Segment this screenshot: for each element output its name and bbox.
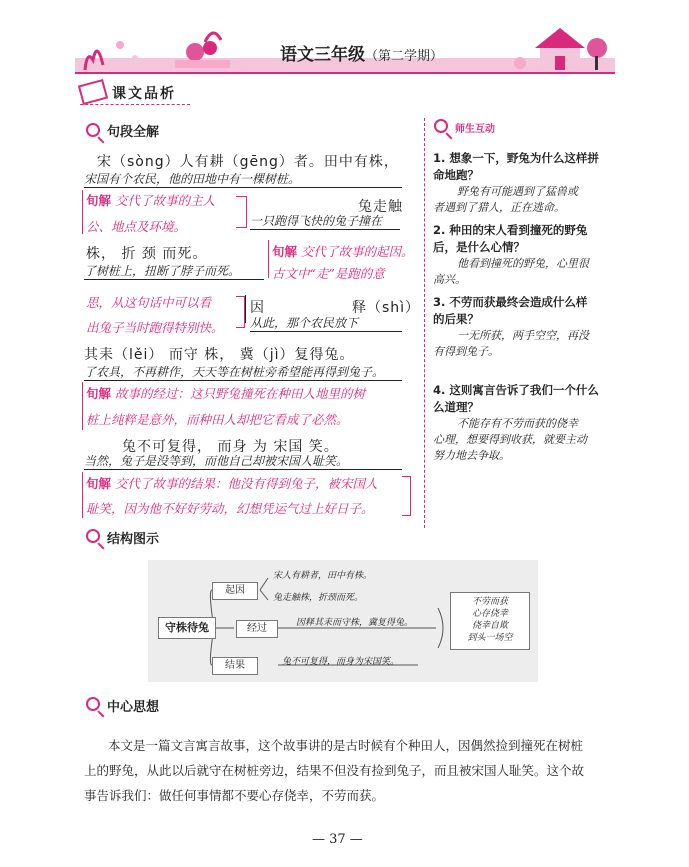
central-line-2: 上的野兔，从此以后就守在树桩旁边，结果不但没有捡到兔子，而且被宋国人耻笑。这个故 [84, 763, 585, 778]
magnifier-icon [86, 697, 100, 711]
answer-text: 心理，想要得到收获，就要主动 [433, 433, 587, 446]
orig-line-5: 其耒（lěi） 而守 株， 冀（jì）复得兔。 [84, 347, 355, 363]
qa-item [433, 382, 613, 464]
structure-leaf: 兔不可复得，而身为宋国笑。 [282, 657, 400, 667]
answer-text: 努力地去争取。 [433, 449, 510, 462]
structure-leaf: 宋人有耕者，田中有株。 [273, 571, 373, 581]
header-title [280, 40, 443, 65]
book-title: 语文三年级 [280, 45, 365, 65]
question-text: 的后果？ [433, 312, 479, 326]
note-1-bracket [82, 190, 83, 234]
answer-text: 不能存有不劳而获的侥幸 [457, 417, 578, 430]
trans-line-4: 从此，那个农民放下 [250, 314, 402, 332]
note-3-line-b: 桩上纯粹是意外，而种田人却把它看成了必然。 [86, 412, 349, 427]
orig-line-1: 宋（sòng）人有耕（gēng）者。田中有株， [97, 154, 399, 170]
note-2-line-a [272, 242, 414, 260]
magnifier-icon [86, 529, 100, 543]
note-4-end-mark [402, 476, 411, 516]
trans-line-2: 一只跑得飞快的兔子撞在 [250, 212, 400, 230]
trans-line-1: 宋国有个农民，他的田地中有一棵树桩。 [84, 170, 402, 188]
trans-line-6: 当然，兔子是没等到，而他自己却被宋国人耻笑。 [84, 452, 402, 470]
page-number: — 37 — [312, 832, 363, 847]
interaction-list [433, 150, 613, 464]
note-4-text-a: 交代了故事的结果：他没有得到兔子，被宋国人 [115, 476, 378, 491]
note-1-tag: 旬解 [86, 193, 112, 208]
section-badge-icon [78, 79, 108, 105]
note-3-bracket [82, 382, 83, 430]
structure-leaf: 因释其耒而守株，冀复得兔。 [296, 618, 414, 628]
note-3-line-a [86, 384, 365, 402]
header-right-decoration [505, 18, 615, 76]
summary-line: 到头一场空 [467, 633, 513, 643]
note-4-tag: 旬解 [86, 476, 112, 491]
section-badge-underline [80, 104, 190, 105]
orig-line-2: 兔走触 [358, 199, 403, 215]
analysis-title: 句段全解 [107, 125, 160, 140]
orig-4-bracket [245, 295, 246, 323]
answer-text: 一无所获，两手空空，再没 [457, 329, 589, 342]
structure-summary-box [450, 592, 530, 650]
central-line-1: 本文是一篇文言寓言故事，这个故事讲的是古时候有个种田人，因偶然捡到撞死在树桩 [108, 738, 584, 753]
trans-line-3: 了树桩上，扭断了脖子而死。 [84, 262, 264, 280]
summary-line: 侥幸自欺 [471, 621, 508, 631]
question-text: 1. 想象一下，野兔为什么这样拼 [433, 151, 599, 165]
note-2-line-d: 出兔子当时跑得特别快。 [86, 320, 224, 335]
note-2-bracket [268, 240, 269, 278]
orig-line-4b: 释（shì） [352, 300, 421, 316]
question-text: 2. 种田的宋人看到撞死的野兔 [433, 223, 588, 237]
structure-title: 结构图示 [107, 532, 160, 547]
structure-branch-cause: 起因 [212, 582, 258, 600]
qa-item [433, 222, 613, 288]
central-line-3: 事告诉我们：做任何事情都不要心存侥幸，不劳而获。 [84, 788, 385, 803]
central-title: 中心思想 [107, 700, 160, 715]
answer-text: 有得到兔子。 [433, 345, 499, 358]
note-1-line-a [86, 191, 215, 209]
structure-branch-result: 结果 [212, 657, 258, 675]
note-2-text-a: 交代了故事的起因。 [301, 244, 414, 259]
structure-branch-process: 经过 [236, 620, 278, 638]
note-3-text-a: 故事的经过：这只野兔撞死在种田人地里的树 [115, 386, 366, 401]
section-badge: 课文品析 [112, 86, 176, 102]
orig-line-4a: 因 [250, 300, 265, 316]
interaction-title: 师生互动 [455, 124, 495, 135]
answer-text: 他看到撞死的野兔，心里很 [457, 257, 589, 270]
note-2-line-c: 思，从这句话中可以看 [86, 295, 212, 310]
qa-item [433, 294, 613, 360]
orig-line-3: 株， 折 颈 而死。 [86, 246, 208, 262]
question-text: 命地跑？ [433, 168, 479, 182]
question-text: 后，是什么心情？ [433, 240, 525, 254]
structure-leaf: 兔走触株，折颈而死。 [273, 593, 364, 603]
note-2-tag: 旬解 [272, 244, 298, 259]
magnifier-icon [434, 119, 448, 133]
answer-text: 高兴。 [433, 273, 466, 286]
note-1-text-a: 交代了故事的主人 [115, 193, 216, 208]
answer-text: 野兔有可能遇到了猛兽或 [457, 185, 578, 198]
header-left-decoration [75, 20, 235, 75]
structure-root: 守株待兔 [158, 617, 216, 639]
note-4-bracket [82, 472, 83, 518]
qa-item [433, 150, 613, 216]
note-3-tag: 旬解 [86, 386, 112, 401]
summary-line: 心存侥幸 [471, 609, 508, 619]
magnifier-icon [86, 123, 100, 137]
note-1-brace [236, 196, 247, 228]
column-divider [424, 118, 425, 528]
book-subtitle: （第二学期） [365, 49, 444, 64]
trans-line-5: 了农具，不再耕作，天天等在树桩旁希望能再得到兔子。 [84, 363, 402, 381]
question-text: 4. 这则寓言告诉了我们一个什么 [433, 383, 599, 397]
note-2-line-b: 古文中“走”是跑的意 [272, 266, 385, 281]
note-4-line-b: 耻笑，因为他不好好劳动，幻想凭运气过上好日子。 [86, 501, 374, 516]
summary-line: 不劳而获 [471, 597, 508, 607]
question-text: 3. 不劳而获最终会造成什么样 [433, 295, 588, 309]
answer-text: 者遇到了猎人，正在逃命。 [433, 201, 565, 214]
orig-line-6: 兔不可复得， 而身 为 宋国 笑。 [122, 439, 339, 455]
note-4-line-a [86, 474, 378, 492]
note-1-line-b: 公、地点及环境。 [86, 219, 187, 234]
note-2-end-mark [236, 296, 245, 328]
question-text: 么道理？ [433, 400, 479, 414]
